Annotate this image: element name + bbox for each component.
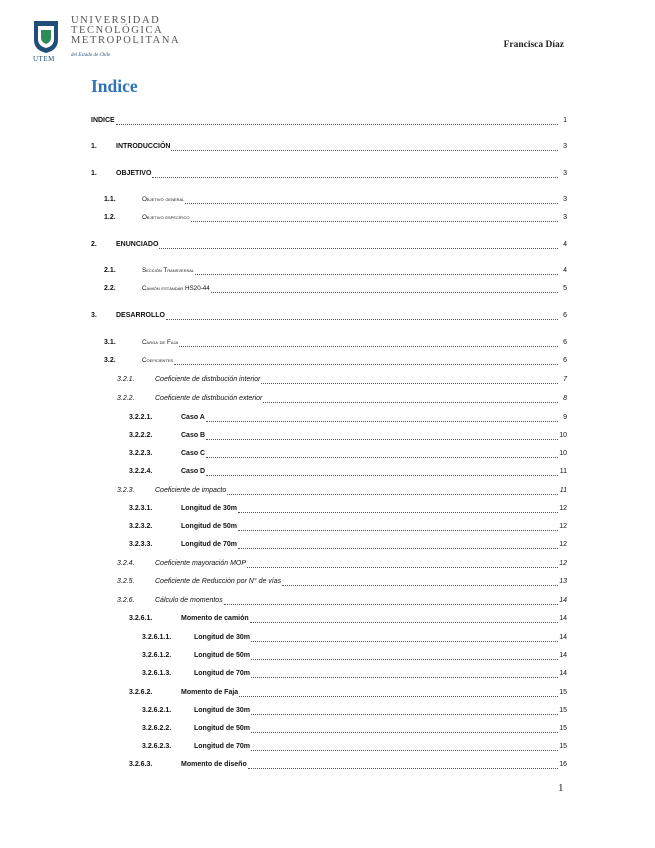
toc-entry[interactable] xyxy=(104,353,567,365)
toc-entry-label: Coeficientes xyxy=(142,357,174,364)
toc-entry-page: 4 xyxy=(563,241,567,248)
toc-leader-dots xyxy=(238,524,558,531)
toc-entry-label: OBJETIVO xyxy=(116,170,152,177)
toc-leader-dots xyxy=(206,415,558,422)
page-header xyxy=(0,0,655,75)
toc-leader-dots xyxy=(159,242,558,249)
toc-entry-number: 3.2.3.2. xyxy=(129,523,153,530)
toc-entry-number: 3.2.5. xyxy=(117,578,135,585)
toc-entry-number: 3.2. xyxy=(104,357,116,364)
toc-entry-number: 2. xyxy=(91,241,97,248)
toc-entry-number: 3.2.6.2.1. xyxy=(142,707,172,714)
logo-subtitle: del Estado de Chile xyxy=(71,53,111,58)
toc-entry[interactable] xyxy=(129,446,567,458)
toc-entry[interactable] xyxy=(91,237,567,249)
toc-leader-dots xyxy=(251,653,558,660)
toc-entry[interactable] xyxy=(142,648,567,660)
toc-entry[interactable] xyxy=(117,483,567,495)
toc-entry-label: Objetivo específico xyxy=(142,214,190,221)
toc-leader-dots xyxy=(250,616,558,623)
toc-entry[interactable] xyxy=(104,281,567,293)
toc-entry-number: 1. xyxy=(91,143,97,150)
toc-entry-label: Coeficiente de Reducción por N° de vías xyxy=(155,578,282,585)
toc-entry-page: 7 xyxy=(563,376,567,383)
toc-entry-page: 16 xyxy=(559,761,567,768)
toc-leader-dots xyxy=(251,726,558,733)
toc-entry-page: 11 xyxy=(559,487,567,494)
logo-line: TECNOLÓGICA xyxy=(71,25,164,36)
toc-entry[interactable] xyxy=(91,113,567,125)
toc-entry-label: Caso D xyxy=(181,468,206,475)
toc-entry-page: 15 xyxy=(559,725,567,732)
toc-entry[interactable] xyxy=(91,308,567,320)
toc-entry-page: 5 xyxy=(563,285,567,292)
toc-leader-dots xyxy=(251,635,558,642)
toc-entry-label: Objetivo general xyxy=(142,196,185,203)
toc-entry[interactable] xyxy=(117,556,567,568)
toc-entry[interactable] xyxy=(104,335,567,347)
toc-entry[interactable] xyxy=(129,428,567,440)
toc-entry-number: 3.2.6.1.2. xyxy=(142,652,172,659)
logo-line: METROPOLITANA xyxy=(71,35,181,46)
toc-entry-label: Coeficiente de distribución interior xyxy=(155,376,261,383)
toc-leader-dots xyxy=(261,377,558,384)
toc-entry-label: Coeficiente de distribución exterior xyxy=(155,395,263,402)
toc-leader-dots xyxy=(238,506,558,513)
toc-entry-label: Coeficiente de impacto xyxy=(155,487,227,494)
toc-leader-dots xyxy=(206,433,558,440)
page-number: 1 xyxy=(558,782,564,794)
toc-entry[interactable] xyxy=(129,537,567,549)
toc-leader-dots xyxy=(224,598,558,605)
toc-entry-label: Longitud de 30m xyxy=(181,505,237,512)
toc-entry-page: 15 xyxy=(559,689,567,696)
toc-leader-dots xyxy=(116,118,558,125)
logo-line: UNIVERSIDAD xyxy=(71,15,161,26)
toc-entry-number: 3.2.3. xyxy=(117,487,135,494)
toc-entry-number: 1. xyxy=(91,170,97,177)
toc-entry-page: 6 xyxy=(563,312,567,319)
toc-entry[interactable] xyxy=(104,210,567,222)
toc-leader-dots xyxy=(166,313,558,320)
toc-entry[interactable] xyxy=(129,611,567,623)
toc-entry[interactable] xyxy=(117,391,567,403)
toc-leader-dots xyxy=(185,197,558,204)
toc-leader-dots xyxy=(251,708,558,715)
toc-entry-label: Longitud de 70m xyxy=(181,541,237,548)
toc-leader-dots xyxy=(191,215,558,222)
toc-leader-dots xyxy=(152,171,558,178)
toc-entry-page: 14 xyxy=(559,597,567,604)
toc-entry-page: 15 xyxy=(559,743,567,750)
toc-entry[interactable] xyxy=(129,519,567,531)
toc-leader-dots xyxy=(251,671,558,678)
toc-entry-number: 3.2.2.3. xyxy=(129,450,153,457)
toc-entry-page: 14 xyxy=(559,652,567,659)
toc-entry-number: 3.2.6. xyxy=(117,597,135,604)
shield-icon xyxy=(33,20,59,54)
university-logo xyxy=(33,16,193,64)
toc-entry-page: 9 xyxy=(563,414,567,421)
toc-entry-page: 1 xyxy=(563,117,567,124)
toc-entry-page: 4 xyxy=(563,267,567,274)
toc-entry-number: 1.2. xyxy=(104,214,116,221)
toc-entry-label: Caso A xyxy=(181,414,205,421)
toc-entry-number: 3.2.1. xyxy=(117,376,135,383)
toc-entry-number: 3.2.6.1.3. xyxy=(142,670,172,677)
toc-leader-dots xyxy=(206,451,558,458)
toc-entry-label: Camión estándar HS20-44 xyxy=(142,285,210,292)
toc-leader-dots xyxy=(211,286,558,293)
toc-entry-label: Longitud de 70m xyxy=(194,670,250,677)
toc-entry-number: 3. xyxy=(91,312,97,319)
toc-entry-label: Sección Transversal xyxy=(142,267,195,274)
toc-entry-label: Longitud de 30m xyxy=(194,634,250,641)
toc-entry[interactable] xyxy=(129,685,567,697)
toc-entry-page: 10 xyxy=(559,450,567,457)
toc-entry-page: 3 xyxy=(563,214,567,221)
toc-leader-dots xyxy=(251,744,558,751)
toc-entry[interactable] xyxy=(129,757,567,769)
toc-entry-number: 3.2.6.2. xyxy=(129,689,153,696)
toc-entry-label: Momento de diseño xyxy=(181,761,247,768)
toc-entry-number: 3.2.2.4. xyxy=(129,468,153,475)
toc-entry-label: Caso C xyxy=(181,450,206,457)
toc-entry[interactable] xyxy=(142,739,567,751)
toc-leader-dots xyxy=(263,396,558,403)
toc-entry-page: 15 xyxy=(559,707,567,714)
logo-acronym: UTEM xyxy=(33,55,55,63)
toc-entry[interactable] xyxy=(91,139,567,151)
toc-entry-label: Longitud de 50m xyxy=(181,523,237,530)
toc-entry-label: Momento de camión xyxy=(181,615,249,622)
toc-entry[interactable] xyxy=(142,703,567,715)
toc-entry[interactable] xyxy=(91,166,567,178)
toc-entry-page: 6 xyxy=(563,357,567,364)
toc-leader-dots xyxy=(206,469,558,476)
toc-entry[interactable] xyxy=(129,410,567,422)
toc-entry-label: Cálculo de momentos xyxy=(155,597,223,604)
toc-entry-label: INTRODUCCIÓN xyxy=(116,143,171,150)
toc-entry[interactable] xyxy=(129,501,567,513)
toc-entry-number: 3.2.2. xyxy=(117,395,135,402)
toc-entry-number: 3.2.6.2.2. xyxy=(142,725,172,732)
toc-leader-dots xyxy=(227,488,558,495)
toc-entry-page: 12 xyxy=(559,560,567,567)
toc-entry-label: Longitud de 50m xyxy=(194,652,250,659)
toc-entry-number: 3.2.2.1. xyxy=(129,414,153,421)
toc-entry-page: 14 xyxy=(559,615,567,622)
toc-entry-label: Caso B xyxy=(181,432,206,439)
toc-entry-label: Longitud de 70m xyxy=(194,743,250,750)
toc-entry[interactable] xyxy=(117,574,567,586)
toc-entry-page: 14 xyxy=(559,634,567,641)
toc-entry-label: Coeficiente mayoración MOP xyxy=(155,560,247,567)
toc-leader-dots xyxy=(238,542,558,549)
toc-entry-number: 3.2.6.1. xyxy=(129,615,153,622)
toc-entry-page: 11 xyxy=(559,468,567,475)
toc-entry-page: 10 xyxy=(559,432,567,439)
toc-entry[interactable] xyxy=(142,630,567,642)
toc-entry-number: 3.2.6.1.1. xyxy=(142,634,172,641)
toc-entry[interactable] xyxy=(129,464,567,476)
toc-leader-dots xyxy=(282,579,558,586)
toc-entry-label: ENUNCIADO xyxy=(116,241,159,248)
toc-entry[interactable] xyxy=(117,372,567,384)
toc-entry-number: 2.1. xyxy=(104,267,116,274)
toc-entry-page: 12 xyxy=(559,523,567,530)
toc-entry-page: 13 xyxy=(559,578,567,585)
toc-entry-label: Longitud de 30m xyxy=(194,707,250,714)
toc-entry-page: 3 xyxy=(563,196,567,203)
toc-entry-number: 1.1. xyxy=(104,196,116,203)
toc-entry-number: 3.2.3.1. xyxy=(129,505,153,512)
toc-entry-number: 3.2.2.2. xyxy=(129,432,153,439)
toc-leader-dots xyxy=(171,144,558,151)
toc-entry-number: 3.2.6.2.3. xyxy=(142,743,172,750)
toc-entry-label: INDICE xyxy=(91,117,115,124)
toc-entry[interactable] xyxy=(117,593,567,605)
toc-entry-label: DESARROLLO xyxy=(116,312,165,319)
toc-entry-label: Momento de Faja xyxy=(181,689,239,696)
toc-entry[interactable] xyxy=(104,192,567,204)
toc-entry-number: 3.2.4. xyxy=(117,560,135,567)
toc-entry-page: 12 xyxy=(559,541,567,548)
toc-leader-dots xyxy=(239,690,558,697)
author-name: Francisca Díaz xyxy=(503,40,564,50)
toc-entry-page: 12 xyxy=(559,505,567,512)
toc-entry-page: 3 xyxy=(563,170,567,177)
toc-entry[interactable] xyxy=(104,263,567,275)
toc-leader-dots xyxy=(247,561,558,568)
toc-leader-dots xyxy=(248,762,558,769)
toc-leader-dots xyxy=(174,358,558,365)
toc-entry-page: 6 xyxy=(563,339,567,346)
toc-leader-dots xyxy=(195,268,558,275)
page-title: Indice xyxy=(91,76,138,96)
toc-entry-page: 3 xyxy=(563,143,567,150)
logo-name xyxy=(71,16,180,46)
toc-entry[interactable] xyxy=(142,666,567,678)
toc-entry-number: 3.2.3.3. xyxy=(129,541,153,548)
toc-entry[interactable] xyxy=(142,721,567,733)
toc-entry-page: 14 xyxy=(559,670,567,677)
toc-entry-number: 3.2.6.3. xyxy=(129,761,153,768)
toc-entry-label: Carga de Faja xyxy=(142,339,179,346)
toc-entry-number: 2.2. xyxy=(104,285,116,292)
toc-leader-dots xyxy=(179,340,558,347)
toc-entry-number: 3.1. xyxy=(104,339,116,346)
toc-entry-page: 8 xyxy=(563,395,567,402)
toc-entry-label: Longitud de 50m xyxy=(194,725,250,732)
